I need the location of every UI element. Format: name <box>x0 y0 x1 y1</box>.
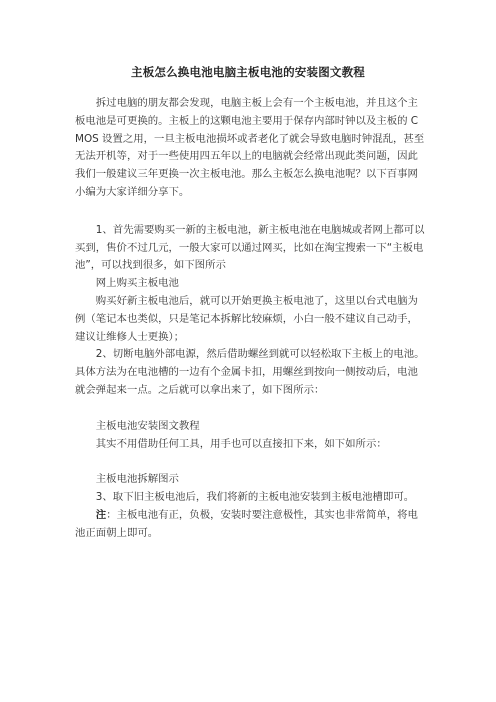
image-caption-install-tutorial: 主板电池安装图文教程 <box>95 419 200 432</box>
image-caption-removal: 主板电池拆解图示 <box>95 473 179 486</box>
after-buy-paragraph: 购买好新主板电池后，就可以开始更换主板电池了，这里以台式电脑为例（笔记本也类似，只是笔记本拆解比较麻烦，小白一般不建议自己动手，建议让维修人士更换）； <box>75 294 418 343</box>
step-2-paragraph: 2、切断电脑外部电源，然后借助螺丝到就可以轻松取下主板上的电池。具体方法为在电池槽的一边有个金属卡扣，用螺丝到按向一侧按动后，电池就会弹起来一点。之后就可以拿出来了，如下图所示： <box>75 348 425 396</box>
note-paragraph <box>75 507 427 543</box>
note-text: ：主板电池有正，负极，安装时要注意极性，其实也非常简单，将电池正面朝上即可。 <box>75 508 418 539</box>
document-title: 主板怎么换电池电脑主板电池的安装图文教程 <box>131 65 365 79</box>
image-caption-buy-battery: 网上购买主板电池 <box>95 277 179 290</box>
intro-paragraph: 拆过电脑的朋友都会发现，电脑主板上会有一个主板电池，并且这个主板电池是可更换的。主板上的这颗电池主要用于保存内部时钟以及主板的 CMOS 设置之用，一旦主板电池损坏或者老化了就会导致电脑时钟混乱，甚至无法开机等，对于一些使用四五年以上的电脑就会经常出现此类问题，因此我们一般建议三年更换一次主板电池。那么主板怎么换电池呢？以下百事网小编为大家详细分享下。 <box>75 97 425 198</box>
note-label: 注 <box>95 508 107 521</box>
paragraph-spacer <box>75 400 427 418</box>
paragraph-spacer <box>75 202 427 222</box>
step-1-paragraph: 1、首先需要购买一新的主板电池，新主板电池在电脑城或者网上都可以买到，售价不过几元，一般大家可以通过网买，比如在淘宝搜索一下“主板电池”，可以找到很多，如下图所示 <box>75 223 425 272</box>
no-tools-paragraph: 其实不用借助任何工具，用手也可以直接扣下来，如下如所示： <box>95 437 387 450</box>
step-3-paragraph: 3、取下旧主板电池后，我们将新的主板电池安装到主板电池槽即可。 <box>95 491 415 504</box>
document-body <box>75 95 427 543</box>
paragraph-spacer <box>75 453 427 471</box>
